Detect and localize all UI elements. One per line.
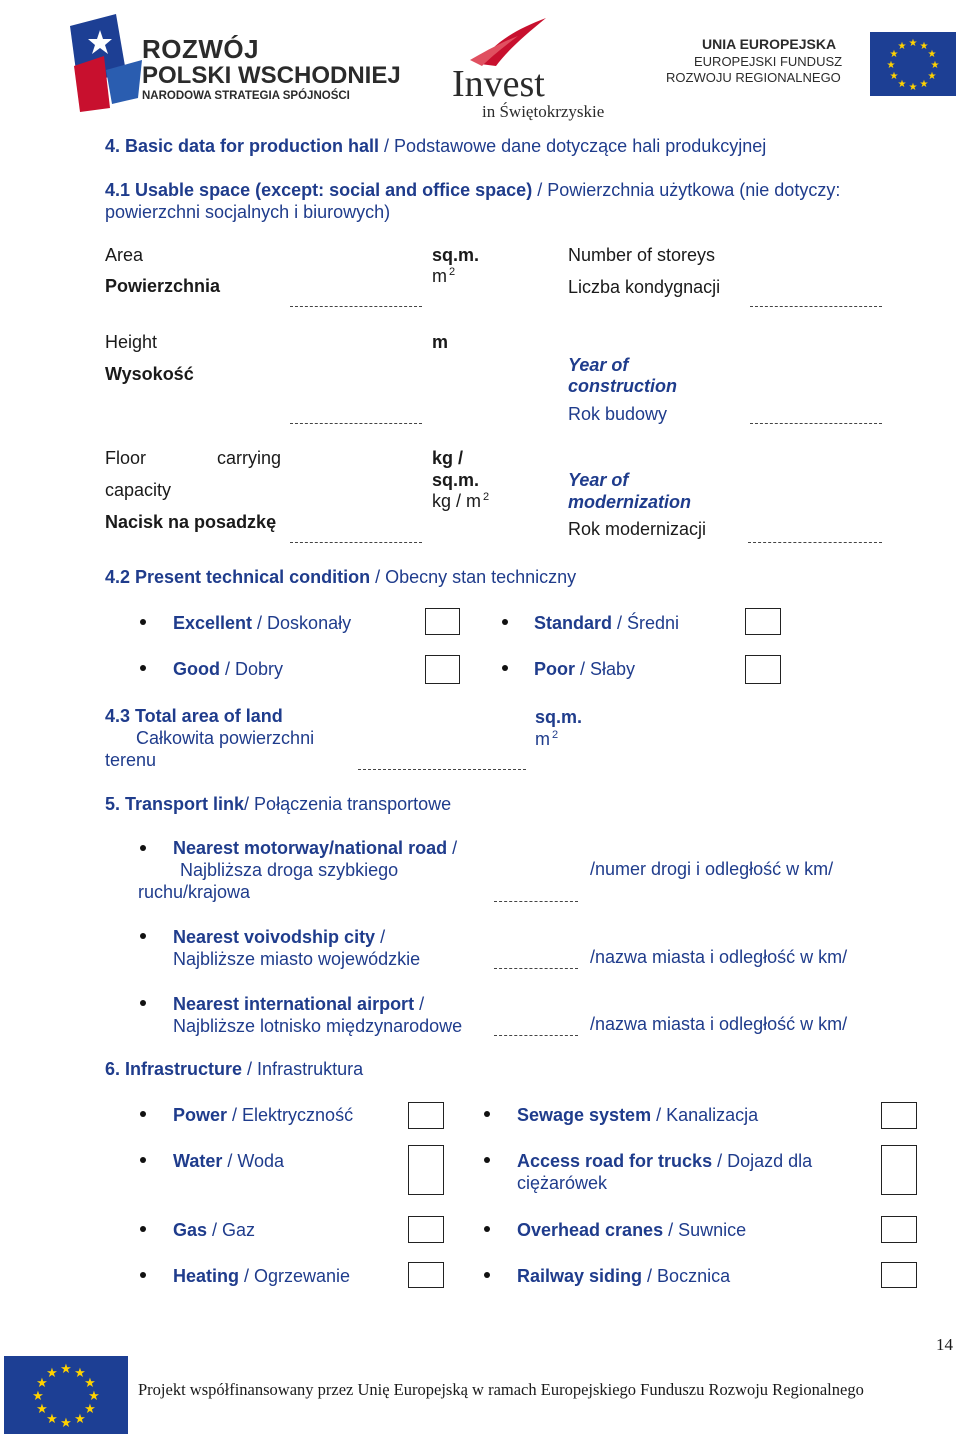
infra-sewage-checkbox[interactable] <box>881 1102 917 1129</box>
year-construction-label-pl: Rok budowy <box>568 404 668 424</box>
storeys-label-en: Number of storeys <box>568 245 716 265</box>
infra-heating-pl: / Ogrzewanie <box>239 1266 351 1286</box>
svg-text:★: ★ <box>46 1412 58 1427</box>
area-input[interactable] <box>290 306 422 307</box>
svg-text:★: ★ <box>930 60 940 71</box>
svg-text:★: ★ <box>908 82 918 93</box>
bullet-icon <box>140 1157 146 1163</box>
condition-good-pl: / Dobry <box>220 659 284 679</box>
year-modernization-input[interactable] <box>748 542 882 543</box>
infra-water-pl: / Woda <box>222 1151 285 1171</box>
bullet-icon <box>484 1226 490 1232</box>
infra-railway-en: Railway siding <box>517 1266 643 1286</box>
infra-power-en: Power <box>173 1105 228 1125</box>
floor-unit-kgm2 <box>432 491 489 512</box>
road-input[interactable] <box>494 901 578 902</box>
airport-input[interactable] <box>494 1035 578 1036</box>
infra-gas-label <box>173 1220 255 1241</box>
road-label-pl1: Najbliższa droga szybkiego <box>180 860 399 880</box>
infra-railway-checkbox[interactable] <box>881 1262 917 1288</box>
condition-standard-en: Standard <box>534 613 613 633</box>
land-unit-sqm: sq.m. <box>535 707 583 727</box>
infra-gas-checkbox[interactable] <box>408 1216 444 1243</box>
height-label-pl: Wysokość <box>105 364 194 384</box>
svg-text:★: ★ <box>927 49 937 60</box>
section-6-heading <box>105 1059 363 1080</box>
condition-poor-label <box>534 659 635 680</box>
road-hint: /numer drogi i odległość w km/ <box>590 859 834 879</box>
svg-text:★: ★ <box>889 71 899 82</box>
svg-text:★: ★ <box>60 1416 72 1431</box>
land-unit-sup: 2 <box>552 729 559 741</box>
section-4-title-en: 4. Basic data for production hall <box>105 136 380 156</box>
logo-right-line1: UNIA EUROPEJSKA <box>702 36 837 52</box>
bullet-icon <box>484 1272 490 1278</box>
infra-cranes-en: Overhead cranes <box>517 1220 664 1240</box>
bullet-icon <box>502 665 508 671</box>
land-unit-m: m <box>535 729 550 749</box>
condition-standard-checkbox[interactable] <box>745 608 781 635</box>
floor-unit-kg: kg / <box>432 448 464 468</box>
condition-poor-checkbox[interactable] <box>745 655 781 684</box>
infra-power-checkbox[interactable] <box>408 1102 444 1129</box>
section-4-heading <box>105 136 766 157</box>
floor-label-en1: Floor <box>105 448 147 468</box>
svg-text:★: ★ <box>84 1376 96 1391</box>
section-5-title-pl: / Połączenia transportowe <box>244 794 452 814</box>
year-construction-input[interactable] <box>750 423 882 424</box>
section-43-title-pl2: terenu <box>105 750 157 770</box>
page-number: 14 <box>936 1335 953 1354</box>
bullet-icon <box>140 845 146 851</box>
svg-text:★: ★ <box>36 1376 48 1391</box>
section-6-title-en: 6. Infrastructure <box>105 1059 243 1079</box>
section-42-heading <box>105 567 576 588</box>
infra-water-checkbox[interactable] <box>408 1145 444 1195</box>
floor-label-en2: carrying <box>217 448 282 468</box>
infra-power-label <box>173 1105 353 1126</box>
year-modernization-label-en2: modernization <box>568 492 692 512</box>
svg-text:★: ★ <box>927 71 937 82</box>
floor-label-pl: Nacisk na posadzkę <box>105 512 277 532</box>
infra-cranes-checkbox[interactable] <box>881 1216 917 1243</box>
condition-excellent-en: Excellent <box>173 613 253 633</box>
svg-text:★: ★ <box>36 1402 48 1417</box>
section-41-heading <box>105 180 840 201</box>
section-43-title-pl1: Całkowita powierzchni <box>136 728 315 748</box>
logo-center-line1: Invest <box>452 63 545 105</box>
svg-text:★: ★ <box>889 49 899 60</box>
area-unit-sup: 2 <box>449 266 456 278</box>
bullet-icon <box>502 619 508 625</box>
logo-invest-swietokrzyskie <box>446 14 626 121</box>
storeys-label-pl: Liczba kondygnacji <box>568 277 721 297</box>
year-construction-label-en2: construction <box>568 376 678 396</box>
floor-capacity-input[interactable] <box>290 542 422 543</box>
height-input[interactable] <box>290 423 422 424</box>
condition-good-label <box>173 659 283 680</box>
height-unit: m <box>432 332 449 352</box>
condition-excellent-checkbox[interactable] <box>425 608 460 635</box>
airport-label-en <box>173 994 424 1015</box>
infra-access-road-checkbox[interactable] <box>881 1145 917 1195</box>
floor-unit-sup: 2 <box>483 491 490 503</box>
city-label-pl: Najbliższe miasto wojewódzkie <box>173 949 421 969</box>
section-41-title-pl: / Powierzchnia użytkowa (nie dotyczy: <box>532 180 841 200</box>
logo-rozwoj-polski-wschodniej <box>64 12 404 112</box>
rozwoj-star-emblem <box>64 12 144 112</box>
condition-standard-label <box>534 613 679 634</box>
svg-text:★: ★ <box>88 1389 100 1404</box>
road-label-en-text: Nearest motorway/national road <box>173 838 448 858</box>
bullet-icon <box>140 1272 146 1278</box>
bullet-icon <box>140 619 146 625</box>
area-unit-m: m <box>432 266 447 286</box>
infra-sewage-label <box>517 1105 758 1126</box>
logo-right-line2: EUROPEJSKI FUNDUSZ <box>694 54 843 69</box>
area-unit-sqm: sq.m. <box>432 245 480 265</box>
road-label-en <box>173 838 457 859</box>
storeys-input[interactable] <box>750 306 882 307</box>
eu-flag-icon <box>870 32 956 96</box>
section-6-title-pl: / Infrastruktura <box>242 1059 364 1079</box>
eu-flag-footer-icon <box>4 1356 128 1434</box>
svg-text:★: ★ <box>897 79 907 90</box>
infra-water-label <box>173 1151 284 1172</box>
infra-heating-label <box>173 1266 350 1287</box>
condition-excellent-label <box>173 613 351 634</box>
year-construction-label-en1: Year of <box>568 355 629 375</box>
condition-poor-pl: / Słaby <box>575 659 636 679</box>
svg-text:★: ★ <box>919 79 929 90</box>
land-area-input[interactable] <box>358 769 526 770</box>
road-label-pl2: ruchu/krajowa <box>138 882 251 902</box>
infra-heating-checkbox[interactable] <box>408 1262 444 1288</box>
infra-sewage-pl: / Kanalizacja <box>651 1105 759 1125</box>
svg-text:★: ★ <box>84 1402 96 1417</box>
year-modernization-label-pl: Rok modernizacji <box>568 519 707 539</box>
section-5-title-en: 5. Transport link <box>105 794 245 814</box>
bullet-icon <box>484 1157 490 1163</box>
city-label-en-text: Nearest voivodship city <box>173 927 376 947</box>
svg-text:★: ★ <box>886 60 896 71</box>
section-41-title-en: 4.1 Usable space (except: social and office space) <box>105 180 533 200</box>
area-unit-m2 <box>432 266 455 287</box>
section-42-title-en: 4.2 Present technical condition <box>105 567 371 587</box>
infra-railway-pl: / Bocznica <box>642 1266 731 1286</box>
road-label-slash: / <box>447 838 458 858</box>
logo-left-line2: POLSKI WSCHODNIEJ <box>142 62 401 89</box>
section-43-title-en: 4.3 Total area of land <box>105 706 283 726</box>
condition-excellent-pl: / Doskonały <box>252 613 352 633</box>
infra-access-road-label <box>517 1151 812 1172</box>
bullet-icon <box>140 933 146 939</box>
area-label-en: Area <box>105 245 144 265</box>
infra-access-road-label-pl2: ciężarówek <box>517 1173 608 1193</box>
land-unit-m2 <box>535 729 558 750</box>
logo-left-line3: NARODOWA STRATEGIA SPÓJNOŚCI <box>142 90 350 102</box>
infra-cranes-label <box>517 1220 746 1241</box>
infra-power-pl: / Elektryczność <box>227 1105 354 1125</box>
infra-water-en: Water <box>173 1151 223 1171</box>
section-42-title-pl: / Obecny stan techniczny <box>370 567 577 587</box>
bullet-icon <box>140 665 146 671</box>
svg-text:★: ★ <box>60 1362 72 1377</box>
logo-center-line2: in Świętokrzyskie <box>482 102 605 121</box>
invest-swoosh-icon <box>462 14 562 66</box>
city-label-en <box>173 927 385 948</box>
floor-unit-kgm: kg / m <box>432 491 482 511</box>
condition-good-en: Good <box>173 659 220 679</box>
svg-text:★: ★ <box>908 38 918 49</box>
svg-text:★: ★ <box>32 1389 44 1404</box>
infra-sewage-en: Sewage system <box>517 1105 652 1125</box>
condition-good-checkbox[interactable] <box>425 655 460 684</box>
infra-cranes-pl: / Suwnice <box>663 1220 747 1240</box>
city-hint: /nazwa miasta i odległość w km/ <box>590 947 848 967</box>
floor-label-en3: capacity <box>105 480 172 500</box>
airport-label-pl: Najbliższe lotnisko międzynarodowe <box>173 1016 463 1036</box>
condition-standard-pl: / Średni <box>612 613 680 633</box>
infra-railway-label <box>517 1266 730 1287</box>
svg-text:★: ★ <box>46 1366 58 1381</box>
area-label-pl: Powierzchnia <box>105 276 221 296</box>
infra-heating-en: Heating <box>173 1266 240 1286</box>
bullet-icon <box>140 1000 146 1006</box>
infra-gas-en: Gas <box>173 1220 208 1240</box>
year-modernization-label-en1: Year of <box>568 470 629 490</box>
infra-access-road-pl: / Dojazd dla <box>712 1151 813 1171</box>
airport-label-en-text: Nearest international airport <box>173 994 415 1014</box>
bullet-icon <box>140 1111 146 1117</box>
infra-access-road-en: Access road for trucks <box>517 1151 713 1171</box>
logo-left-line1: ROZWÓJ <box>142 34 260 64</box>
svg-text:★: ★ <box>897 41 907 52</box>
city-input[interactable] <box>494 968 578 969</box>
svg-text:★: ★ <box>74 1366 86 1381</box>
logo-unia-europejska <box>664 32 956 102</box>
section-4-title-pl: / Podstawowe dane dotyczące hali produkcyjnej <box>379 136 767 156</box>
footer-text: Projekt współfinansowany przez Unię Europejską w ramach Europejskiego Funduszu Rozwoju Regionalnego <box>138 1380 864 1399</box>
airport-hint: /nazwa miasta i odległość w km/ <box>590 1014 848 1034</box>
bullet-icon <box>140 1226 146 1232</box>
section-41-title-line2: powierzchni socjalnych i biurowych) <box>105 202 391 222</box>
section-5-heading <box>105 794 451 815</box>
svg-text:★: ★ <box>74 1412 86 1427</box>
infra-gas-pl: / Gaz <box>207 1220 256 1240</box>
city-label-slash: / <box>375 927 386 947</box>
condition-poor-en: Poor <box>534 659 576 679</box>
height-label-en: Height <box>105 332 158 352</box>
airport-label-slash: / <box>414 994 425 1014</box>
floor-unit-sqm: sq.m. <box>432 470 480 490</box>
svg-text:★: ★ <box>919 41 929 52</box>
bullet-icon <box>484 1111 490 1117</box>
logo-right-line3: ROZWOJU REGIONALNEGO <box>666 70 841 85</box>
